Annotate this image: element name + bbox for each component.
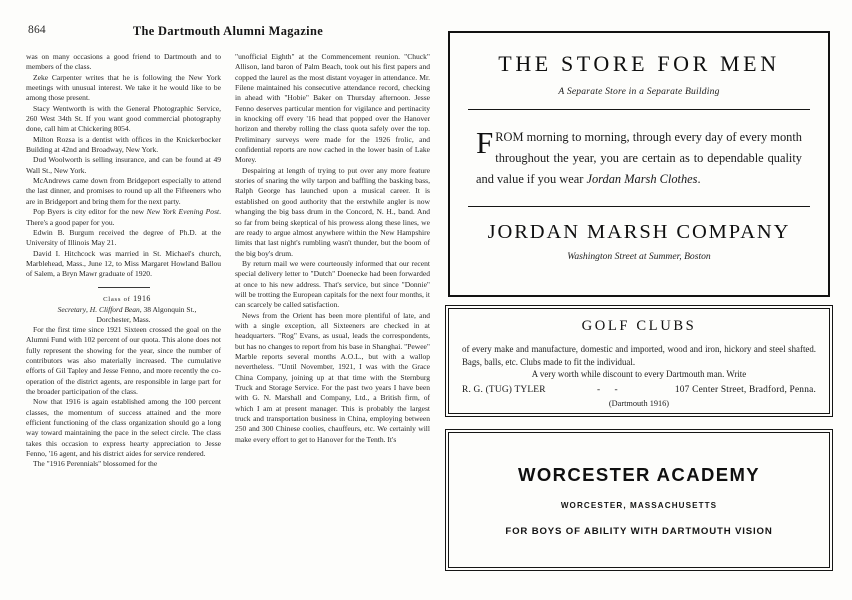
editorial-columns (26, 52, 430, 572)
paragraph-pop-byers (26, 207, 221, 228)
ad-company-name: JORDAN MARSH COMPANY (487, 221, 791, 243)
paragraph: News from the Orient has been more plentiful of late, and with a single exception, all Sixteeners are checked in at headquarters. "Rog" Evans, as usual, leads the correspondents, but has no changes to report from his base in Shanghai. "Pewee" Marble reports several months A.O.L., but with a wallop nevertheless. "Until November, 1921, I was with the Grace China Company, joining up at that time with the Sternburg Truck and Storage Service. For the past two years I have been with G. N. Marshall and Company, Ltd., a British firm, of which I am at present manager. This is probably the largest truck and transportation business in China, employing between 250 and 300 Chinese coolies, chauffeurs, etc. We certainly will make every effort to get to Hanover for the Tenth. It's (235, 310, 430, 444)
ad-contact-row (462, 385, 816, 395)
secretary-name: H. Clifford Bean (89, 304, 140, 314)
paragraph: Zeke Carpenter writes that he is following the New York meetings with unusual interest. We take it he would like to be among those present. (26, 72, 221, 103)
paragraph: McAndrews came down from Bridgeport especially to attend the last dinner, and promises to round up all the Fifteeners who are in Bridgeport and bring them for the next party. (26, 176, 221, 206)
secretary-line: Secretary, H. Clifford Bean, 38 Algonquin St., Dorchester, Mass. (57, 304, 197, 324)
ad-location: WORCESTER, MASSACHUSETTS (560, 501, 718, 510)
class-heading (26, 294, 221, 305)
column-middle (235, 52, 430, 572)
ad-golf-clubs[interactable] (448, 308, 830, 414)
ad-contact-address: 107 Center Street, Bradford, Penna. (674, 385, 816, 396)
ad-headline: THE STORE FOR MEN (498, 51, 780, 76)
ad-jordan-marsh[interactable] (448, 31, 830, 297)
page-number: 864 (28, 24, 46, 36)
drop-cap: F (476, 125, 494, 160)
ad-company-address: Washington Street at Summer, Boston (567, 251, 711, 262)
secretary-label: Secretary (57, 304, 87, 314)
paragraph: Despairing at length of trying to put over any more feature stories of snaring the wily tarpon and baffling the basking bass, Ralph George has launched upon a musical career. It is established on good authority that the erstwhile angler is now whanging the big bass drum in the Concord, N. H., band. And so far from being skeptical of his prowess along these lines, we are ready to argue almost anywhere within the New Hampshire limits that last night's rumbling wasn't thunder, but the boom of the big boy's drum. (235, 165, 430, 258)
brand-name: Jordan Marsh Clothes (586, 172, 698, 186)
ad-divider-bottom (468, 206, 810, 207)
ad-discount-line: A very worth while discount to every Dartmouth man. Write (531, 369, 747, 380)
ad-affiliation-note: (Dartmouth 1916) (608, 399, 670, 409)
paragraph: The "1916 Perennials" blossomed for the (33, 459, 158, 469)
paragraph: "unofficial Eighth" at the Commencement reunion. "Chuck" Allison, land baron of Palm Beach, took out his first papers and copped the laurel as the most distant voyager in attendance. Mr. Filene maintained his consecutive attendance record, checking in ahead with "Hobie" Baker on Thursday afternoon. Jesse Fenno deserves particular mention for vigilance and pertinacity in knocking off every '16 head that popped over the Hanover horizon and thereby rolling the class quota safely over the top. Preliminary surveys were made for the 1926 frolic, and confidential reports are now cached in the lower basin of Lake Morey. (235, 52, 430, 165)
ad-body-text: of every make and manufacture, domestic and imported, wood and iron, hickory and steel shafted. Bags, balls, etc. Clubs made to fit the individual. (462, 344, 816, 367)
paragraph: was on many occasions a good friend to Dartmouth and to members of the class. (26, 52, 221, 72)
secretary-address-1: , 38 Algonquin St., (139, 304, 197, 314)
publication-name: New York Evening Post (146, 207, 220, 217)
advertisement-column (440, 0, 852, 600)
class-word: Class (103, 295, 122, 303)
body-after-italic: . (697, 172, 701, 186)
paragraph: Now that 1916 is again established among the 100 percent classes, the momentum of success attained and the more efficient functioning of the class organization should go a long way toward maintaining the pace in the select circle. The class takes this occasion to express hearty appreciation to Jesse Fenno, '16 agent, and his district aides for service rendered. (26, 397, 221, 459)
ad-headline: GOLF CLUBS (581, 318, 697, 334)
ad-body-text (476, 127, 802, 190)
ad-contact-name: R. G. (TUG) TYLER (462, 385, 546, 396)
ad-divider-top (468, 109, 810, 110)
ad-subhead: A Separate Store in a Separate Building (558, 86, 720, 97)
magazine-title: The Dartmouth Alumni Magazine (132, 24, 324, 38)
ad-worcester-academy[interactable] (448, 432, 830, 568)
of-word: of (123, 295, 131, 303)
text-after-italic: . There's a good paper for you. (26, 207, 221, 227)
running-head (28, 24, 428, 40)
text-before-italic: Pop Byers is city editor for the new (33, 207, 147, 217)
paragraph: Edwin B. Burgum received the degree of Ph.D. at the University of Illinois May 21. (26, 227, 221, 248)
paragraph: Milton Rozsa is a dentist with offices in the Knickerbocker Building at 42nd and Broadway, New York. (26, 134, 221, 155)
paragraph: David I. Hitchcock was married in St. Michael's church, Marblehead, Mass., June 12, to Miss Margaret Howland Ballou of Salem, a Bryn Mawr graduate of 1920. (26, 248, 221, 279)
paragraph: Dud Woolworth is selling insurance, and can be found at 49 Wall St., New York. (26, 155, 221, 175)
column-left (26, 52, 221, 572)
ad-headline: WORCESTER ACADEMY (517, 464, 761, 485)
section-rule (98, 287, 150, 288)
ad-contact-dashes: - - (597, 385, 624, 396)
body-before-italic: ROM morning to morning, through every day of every month throughout the year, you are certain as to dependable quality and value if you wear (476, 130, 802, 186)
ad-tagline: FOR BOYS OF ABILITY WITH DARTMOUTH VISION (505, 526, 773, 537)
secretary-address-2: Dorchester, Mass. (96, 314, 151, 324)
paragraph: For the first time since 1921 Sixteen crossed the goal on the Alumni Fund with 102 percent of our quota. This alone does not fully represent the showing for the year, since the number of contributors was also materially increased. The cumulative efforts of Gil Tapley and Jesse Fenno, and more recently the co-operation of the district agents, are responsible in large part for the broader participation of the class. (26, 324, 221, 396)
class-year: 1916 (133, 293, 151, 303)
paragraph: Stacy Wentworth is with the General Photographic Service, 260 West 34th St. If you want good commercial photography done, call him at Chickering 8054. (26, 103, 221, 134)
paragraph: By return mail we were courteously informed that our recent special delivery letter to "Dutch" Doenecke had been forwarded at once to his new address. That's service, but since "Donnie" will be trotting the European capitals for the next four months, it can scarcely be called satisfaction. (235, 258, 430, 310)
